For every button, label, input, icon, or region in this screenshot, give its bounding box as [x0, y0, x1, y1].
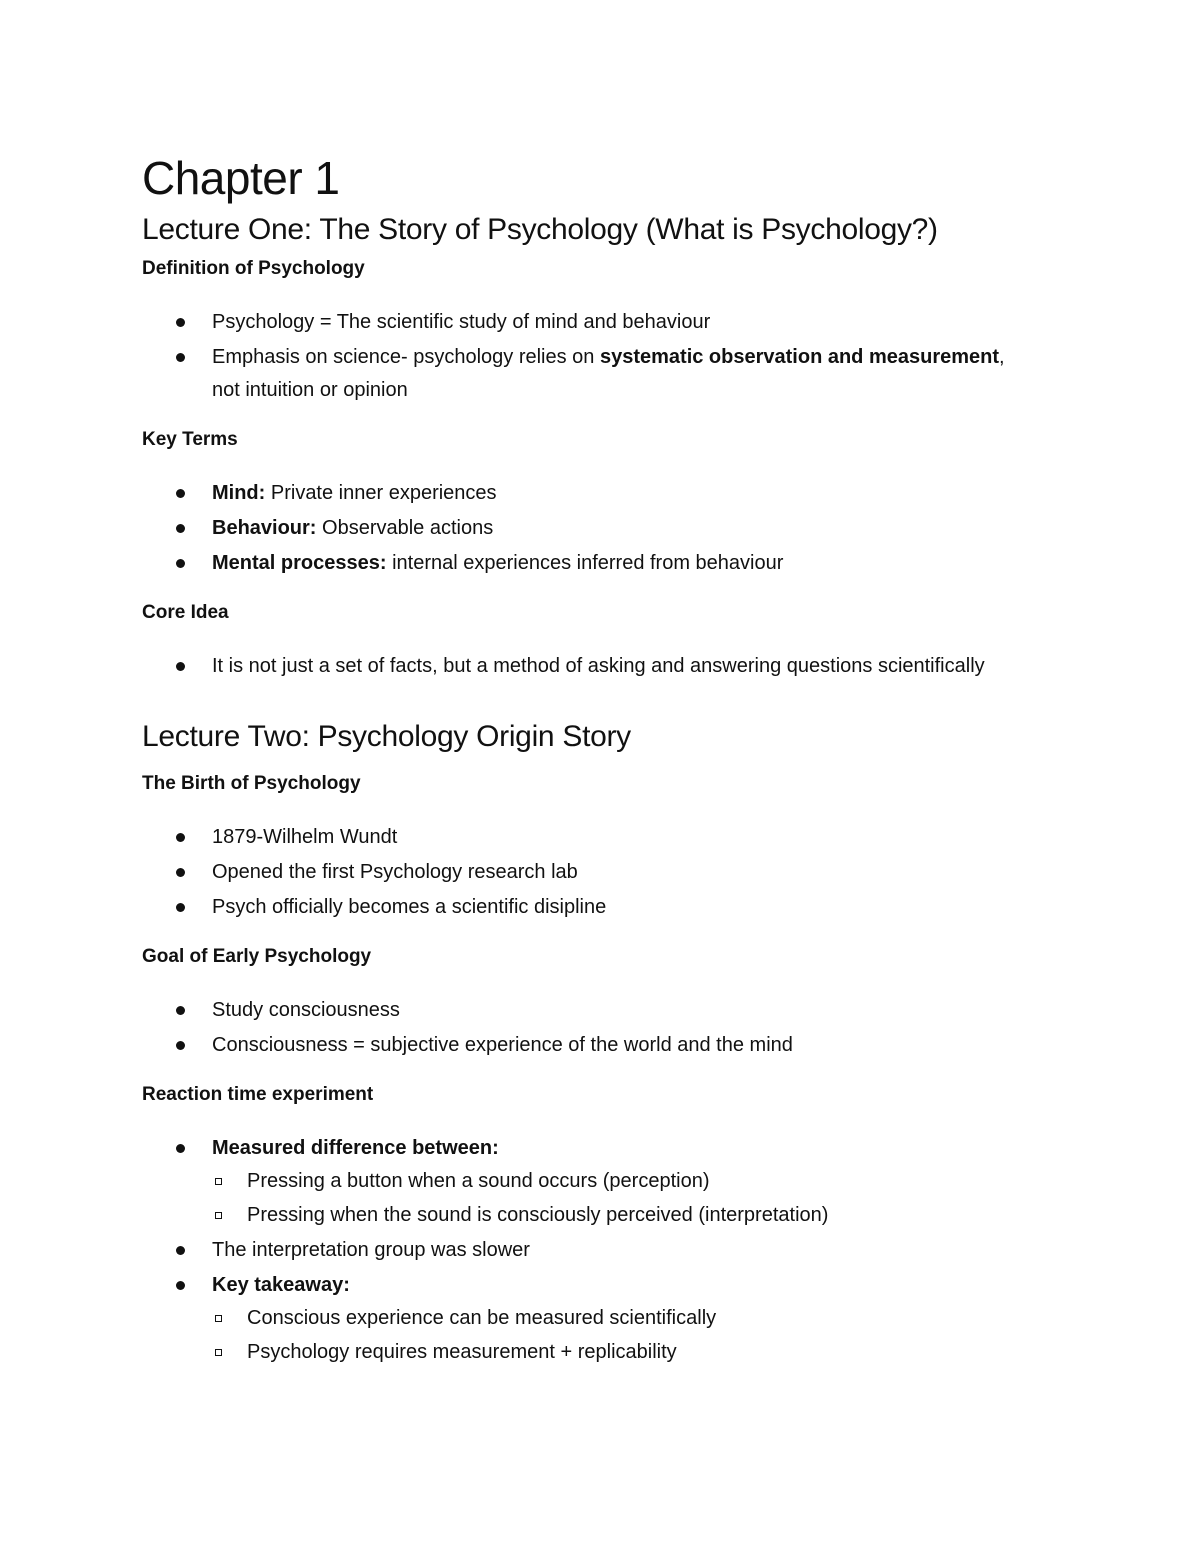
list-item	[142, 306, 1022, 339]
bullet-text-bold: systematic observation and measurement	[599, 346, 1000, 368]
birth-list	[142, 821, 1022, 924]
birth-heading: The Birth of Psychology	[142, 773, 361, 794]
key-terms-list	[142, 477, 1022, 580]
bullet-text: It is not just a set of facts, but a method of asking and answering questions scientifically	[212, 655, 985, 677]
sub-bullet-text: Psychology requires measurement + replicability	[247, 1341, 677, 1363]
goal-list	[142, 994, 1022, 1062]
bullet-text: Study consciousness	[212, 999, 400, 1021]
bullet-text: Opened the first Psychology research lab	[212, 861, 578, 883]
bullet-text: Psychology = The scientific study of mind and behaviour	[212, 311, 711, 333]
takeaway-sublist	[212, 1302, 1022, 1369]
term-label: Behaviour:	[212, 517, 317, 539]
key-terms-heading: Key Terms	[142, 429, 238, 450]
list-item	[142, 547, 1022, 580]
bullet-icon	[176, 353, 185, 362]
square-bullet-icon	[215, 1212, 222, 1219]
bullet-icon	[176, 489, 185, 498]
core-idea-heading: Core Idea	[142, 602, 229, 623]
sub-bullet-text: Pressing a button when a sound occurs (perception)	[247, 1170, 710, 1192]
bullet-text-suffix: , not intuition or opinion	[212, 346, 1005, 401]
lecture-one-title: Lecture One: The Story of Psychology (What is Psychology?)	[142, 213, 938, 246]
square-bullet-icon	[215, 1315, 222, 1322]
term-definition: Private inner experiences	[265, 482, 497, 504]
bullet-text: Psych officially becomes a scientific disipline	[212, 896, 607, 918]
lecture-two-title: Lecture Two: Psychology Origin Story	[142, 720, 631, 753]
sub-list-item	[212, 1199, 1022, 1232]
term-definition: internal experiences inferred from behaviour	[386, 552, 784, 574]
list-item	[142, 1132, 1022, 1232]
sub-list-item	[212, 1165, 1022, 1198]
bullet-icon	[176, 868, 185, 877]
bullet-icon	[176, 318, 185, 327]
term-definition: Observable actions	[316, 517, 494, 539]
bullet-text-bold: Key takeaway:	[212, 1274, 350, 1296]
term-label: Mind:	[212, 482, 266, 504]
bullet-text: The interpretation group was slower	[212, 1239, 530, 1261]
list-item	[142, 821, 1022, 854]
list-item	[142, 341, 1022, 407]
list-item	[142, 650, 1022, 683]
square-bullet-icon	[215, 1349, 222, 1356]
chapter-title: Chapter 1	[142, 152, 340, 204]
goal-heading: Goal of Early Psychology	[142, 946, 372, 967]
bullet-text-bold: Measured difference between:	[212, 1137, 499, 1159]
list-item	[142, 1269, 1022, 1369]
bullet-icon	[176, 1246, 185, 1255]
bullet-icon	[176, 903, 185, 912]
list-item	[142, 856, 1022, 889]
sub-list-item	[212, 1302, 1022, 1335]
list-item	[142, 1234, 1022, 1267]
term-label: Mental processes:	[212, 552, 387, 574]
definition-list	[142, 306, 1022, 407]
definition-heading: Definition of Psychology	[142, 258, 365, 279]
measured-sublist	[212, 1165, 1022, 1232]
bullet-text-prefix: Emphasis on science- psychology relies on	[212, 346, 600, 368]
square-bullet-icon	[215, 1178, 222, 1185]
bullet-icon	[176, 833, 185, 842]
list-item	[142, 1029, 1022, 1062]
list-item	[142, 994, 1022, 1027]
reaction-list	[142, 1132, 1022, 1369]
sub-list-item	[212, 1336, 1022, 1369]
list-item	[142, 477, 1022, 510]
bullet-icon	[176, 524, 185, 533]
sub-bullet-text: Conscious experience can be measured scientifically	[247, 1307, 717, 1329]
bullet-icon	[176, 1144, 185, 1153]
bullet-icon	[176, 1006, 185, 1015]
bullet-text: 1879-Wilhelm Wundt	[212, 826, 398, 848]
bullet-icon	[176, 662, 185, 671]
reaction-heading: Reaction time experiment	[142, 1084, 374, 1105]
bullet-icon	[176, 559, 185, 568]
list-item	[142, 512, 1022, 545]
bullet-text: Consciousness = subjective experience of the world and the mind	[212, 1034, 793, 1056]
bullet-icon	[176, 1041, 185, 1050]
list-item	[142, 891, 1022, 924]
sub-bullet-text: Pressing when the sound is consciously perceived (interpretation)	[247, 1204, 829, 1226]
bullet-icon	[176, 1281, 185, 1290]
core-idea-list	[142, 650, 1022, 683]
page-content	[142, 150, 1022, 1371]
